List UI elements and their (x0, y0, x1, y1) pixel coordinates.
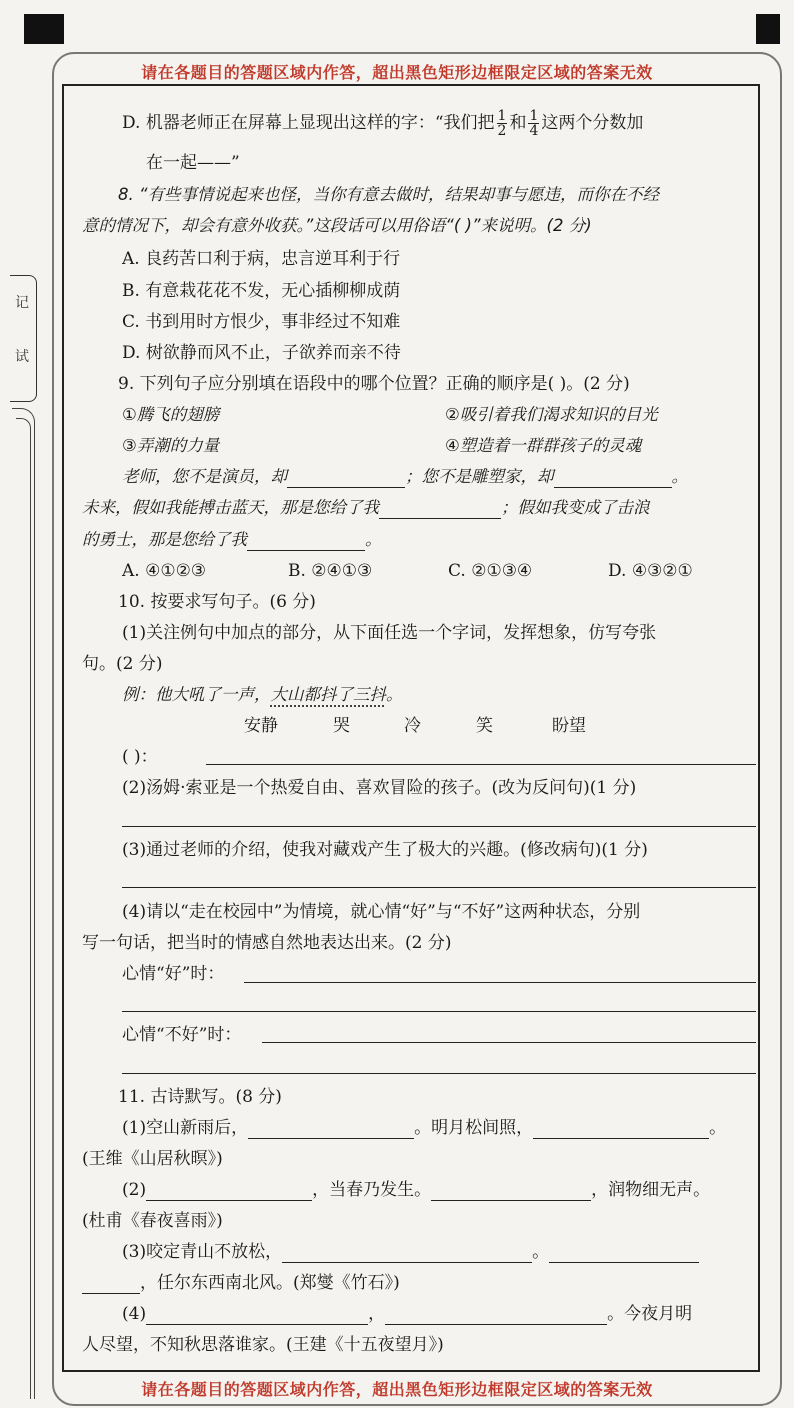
q11-blank-2[interactable] (533, 1120, 709, 1139)
q11-l3c: ，任尔东西南北风。(郑燮《竹石》) (140, 1273, 400, 1293)
q8-option-c: C. 书到用时方恨少，事非经过不知难 (122, 312, 401, 332)
q9-option-a: A. ④①②③ (122, 561, 207, 581)
header-banner: 请在各题目的答题区域内作答，超出黑色矩形边框限定区域的答案无效 (141, 63, 653, 82)
footer-banner: 请在各题目的答题区域内作答，超出黑色矩形边框限定区域的答案无效 (141, 1380, 653, 1399)
q10-bad-label: 心情“不好”时： (122, 1025, 242, 1045)
q9-p2b: ；假如我变成了击浪 (501, 498, 650, 517)
q7-option-d (122, 108, 643, 138)
q11-l1b: 。明月松间照， (414, 1118, 534, 1138)
q11-blank-1[interactable] (248, 1120, 414, 1139)
q11-blank-6b[interactable] (82, 1275, 140, 1294)
q11-blank-7[interactable] (146, 1306, 368, 1325)
q11-l4b: ， (368, 1304, 386, 1324)
q9-blank-3[interactable] (379, 500, 501, 519)
q11-l3b: 。 (532, 1242, 550, 1262)
binding-line-inner (16, 418, 31, 1399)
side-tab (10, 275, 37, 402)
q10-p2: (2)汤姆·索亚是一个热爱自由、喜欢冒险的孩子。(改为反问句)(1 分) (122, 778, 637, 798)
q9-blank-2[interactable] (554, 469, 672, 488)
q9-p2a: 未来，假如我能搏击蓝天，那是您给了我 (82, 498, 379, 517)
fraction-denominator: 4 (529, 123, 539, 139)
q11-line3 (122, 1241, 699, 1263)
q11-stem: 11. 古诗默写。(8 分) (118, 1087, 282, 1107)
q9-p1c: 。 (671, 467, 688, 486)
q11-blank-8[interactable] (385, 1306, 607, 1325)
q7d-mid: 和 (509, 113, 527, 133)
q11-l2b: ，当春乃发生。 (312, 1180, 432, 1200)
q11-l3a: (3)咬定青山不放松， (122, 1242, 283, 1262)
q9-passage-line1 (122, 466, 688, 488)
q11-blank-4[interactable] (431, 1182, 591, 1201)
q9-option-2: ②吸引着我们渴求知识的目光 (445, 405, 658, 424)
q10-word-1: 安静 (244, 716, 278, 736)
q10-p1-answer-line[interactable] (206, 764, 756, 765)
fraction-numerator: 1 (529, 108, 539, 124)
q10-p3: (3)通过老师的介绍，使我对藏戏产生了极大的兴趣。(修改病句)(1 分) (122, 840, 648, 860)
q8-stem-line1: 8. “有些事情说起来也怪，当你有意去做时，结果却事与愿违，而你在不经 (118, 185, 660, 204)
q10-good-answer-line-2[interactable] (122, 1011, 756, 1012)
registration-mark-left (24, 14, 64, 44)
example-dotted-text: 大山都抖了三抖 (270, 685, 386, 704)
q8-option-d: D. 树欲静而风不止，子欲养而亲不待 (122, 343, 401, 363)
q10-word-5: 盼望 (552, 716, 586, 736)
q11-line1 (122, 1117, 726, 1139)
q11-l2a: (2) (122, 1180, 147, 1200)
q9-p3a: 的勇士，那是您给了我 (82, 530, 247, 549)
q10-word-2: 哭 (333, 716, 350, 736)
q9-p3b: 。 (365, 530, 382, 549)
q11-blank-5[interactable] (282, 1244, 532, 1263)
example-prefix: 例：他大吼了一声， (122, 685, 271, 704)
q10-good-answer-line-1[interactable] (244, 982, 756, 983)
q9-p1a: 老师，您不是演员，却 (122, 467, 287, 486)
fraction-one-half (497, 109, 508, 138)
q10-p2-answer-line[interactable] (122, 826, 756, 827)
q10-p4-line1: (4)请以“走在校园中”为情境，就心情“好”与“不好”这两种状态，分别 (122, 902, 641, 922)
q8-stem-line2: 意的情况下，却会有意外收获。”这段话可以用俗语“( )”来说明。(2 分) (82, 216, 592, 235)
q10-word-3: 冷 (404, 716, 421, 736)
q9-blank-4[interactable] (247, 532, 365, 551)
fraction-denominator: 2 (497, 123, 507, 139)
q9-option-1: ①腾飞的翅膀 (122, 405, 220, 424)
q9-passage-line2 (82, 497, 650, 519)
q9-option-c: C. ②①③④ (448, 561, 533, 581)
q11-source-2: (杜甫《春夜喜雨》) (82, 1211, 223, 1231)
q11-line4 (122, 1303, 692, 1325)
q10-p3-answer-line[interactable] (122, 887, 756, 888)
registration-mark-right (756, 14, 780, 44)
q11-l1c: 。 (709, 1118, 727, 1138)
q11-l4a: (4) (122, 1304, 147, 1324)
q10-p4-line2: 写一句话，把当时的情感自然地表达出来。(2 分) (82, 933, 452, 953)
side-tab-char-1: 记 (15, 295, 29, 311)
q10-good-label: 心情“好”时： (122, 964, 225, 984)
q10-stem: 10. 按要求写句子。(6 分) (118, 592, 316, 612)
q10-example (122, 684, 403, 706)
q11-blank-6a[interactable] (549, 1244, 699, 1263)
fraction-one-quarter (528, 109, 539, 138)
q10-p1-answer-label: ( )： (122, 747, 158, 767)
q9-p1b: ；您不是雕塑家，却 (405, 467, 554, 486)
q7d-suffix: 这两个分数加 (541, 113, 644, 133)
q9-option-b: B. ②④①③ (288, 561, 373, 581)
q11-line3b (82, 1272, 400, 1294)
q11-l4c: 。今夜月明 (607, 1304, 693, 1324)
side-tab-char-2: 试 (15, 349, 29, 365)
q11-source-1: (王维《山居秋暝》) (82, 1149, 223, 1169)
q8-option-a: A. 良药苦口利于病，忠言逆耳利于行 (122, 249, 401, 269)
q7d-line2: 在一起——” (146, 153, 240, 173)
q11-line2 (122, 1179, 710, 1201)
example-suffix: 。 (386, 685, 403, 704)
fraction-numerator: 1 (497, 108, 507, 124)
q10-word-4: 笑 (476, 716, 493, 736)
q11-l2c: ，润物细无声。 (591, 1180, 711, 1200)
q11-line4b: 人尽望，不知秋思落谁家。(王建《十五夜望月》) (82, 1335, 444, 1355)
q10-bad-answer-line-2[interactable] (122, 1073, 756, 1074)
q9-passage-line3 (82, 529, 382, 551)
q11-blank-3[interactable] (146, 1182, 312, 1201)
q11-l1a: (1)空山新雨后， (122, 1118, 249, 1138)
q9-blank-1[interactable] (287, 469, 405, 488)
q10-bad-answer-line-1[interactable] (262, 1042, 756, 1043)
q9-option-4: ④塑造着一群群孩子的灵魂 (445, 436, 642, 455)
q7d-prefix: D. 机器老师正在屏幕上显现出这样的字：“我们把 (122, 113, 495, 133)
q10-p1-line2: 句。(2 分) (82, 654, 163, 674)
q9-stem: 9. 下列句子应分别填在语段中的哪个位置？正确的顺序是( )。(2 分) (118, 374, 630, 394)
q8-option-b: B. 有意栽花花不发，无心插柳柳成荫 (122, 281, 401, 301)
q10-p1-line1: (1)关注例句中加点的部分，从下面任选一个字词，发挥想象，仿写夸张 (122, 623, 657, 643)
q9-option-3: ③弄潮的力量 (122, 436, 220, 455)
q9-option-d: D. ④③②① (608, 561, 693, 581)
example-dotted-phrase (271, 685, 387, 704)
